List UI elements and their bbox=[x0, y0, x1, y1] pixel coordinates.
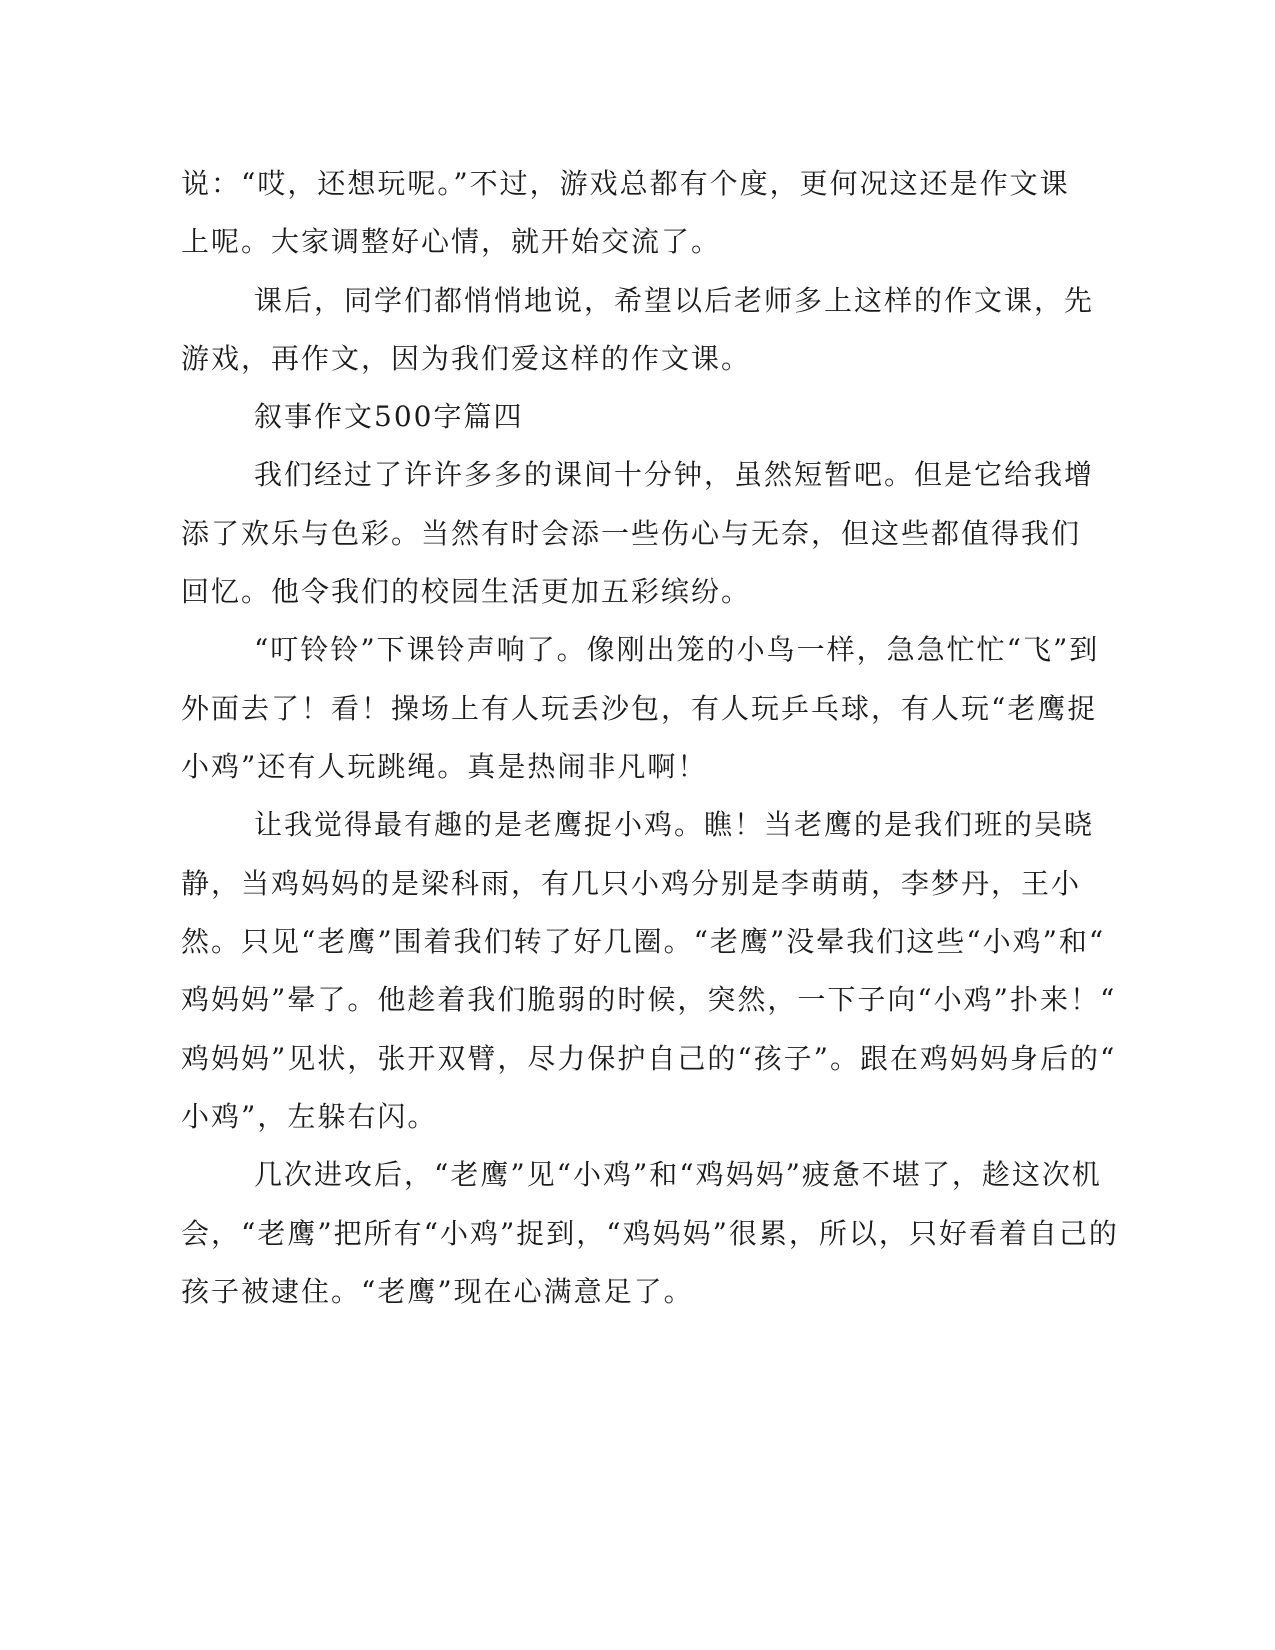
text-line: 回忆。他令我们的校园生活更加五彩缤纷。 bbox=[181, 575, 752, 608]
text-line: 游戏，再作文，因为我们爱这样的作文课。 bbox=[181, 342, 752, 375]
text-line: 外面去了！看！操场上有人玩丢沙包，有人玩乒乓球，有人玩“老鹰捉 bbox=[181, 692, 1098, 725]
text-line: 小鸡”，左躲右闪。 bbox=[181, 1100, 438, 1133]
text-line: 会，“老鹰”把所有“小鸡”捉到，“鸡妈妈”很累，所以，只好看着自己的 bbox=[181, 1217, 1119, 1250]
text-line: 鸡妈妈”晕了。他趁着我们脆弱的时候，突然，一下子向“小鸡”扑来！“ bbox=[181, 983, 1117, 1016]
text-line: 让我觉得最有趣的是老鹰捉小鸡。瞧！当老鹰的是我们班的吴晓 bbox=[254, 808, 1095, 841]
text-line: 说：“哎，还想玩呢。”不过，游戏总都有个度，更何况这还是作文课 bbox=[181, 167, 1070, 200]
text-line: “叮铃铃”下课铃声响了。像刚出笼的小鸟一样，急急忙忙“飞”到 bbox=[254, 633, 1100, 666]
text-line: 上呢。大家调整好心情，就开始交流了。 bbox=[181, 225, 722, 258]
section-heading: 叙事作文500字篇四 bbox=[254, 400, 524, 433]
text-line: 添了欢乐与色彩。当然有时会添一些伤心与无奈，但这些都值得我们 bbox=[181, 517, 1082, 550]
text-line: 我们经过了许许多多的课间十分钟，虽然短暂吧。但是它给我增 bbox=[254, 458, 1095, 491]
text-line: 然。只见“老鹰”围着我们转了好几圈。“老鹰”没晕我们这些“小鸡”和“ bbox=[181, 925, 1106, 958]
text-line: 静，当鸡妈妈的是梁科雨，有几只小鸡分别是李萌萌，李梦丹，王小 bbox=[181, 867, 1082, 900]
text-line: 几次进攻后，“老鹰”见“小鸡”和“鸡妈妈”疲惫不堪了，趁这次机 bbox=[254, 1158, 1102, 1191]
text-line: 课后，同学们都悄悄地说，希望以后老师多上这样的作文课，先 bbox=[254, 284, 1095, 317]
text-line: 鸡妈妈”见状，张开双臂，尽力保护自己的“孩子”。跟在鸡妈妈身后的“ bbox=[181, 1042, 1117, 1075]
text-line: 孩子被逮住。“老鹰”现在心满意足了。 bbox=[181, 1275, 694, 1308]
text-line: 小鸡”还有人玩跳绳。真是热闹非凡啊！ bbox=[181, 750, 708, 783]
